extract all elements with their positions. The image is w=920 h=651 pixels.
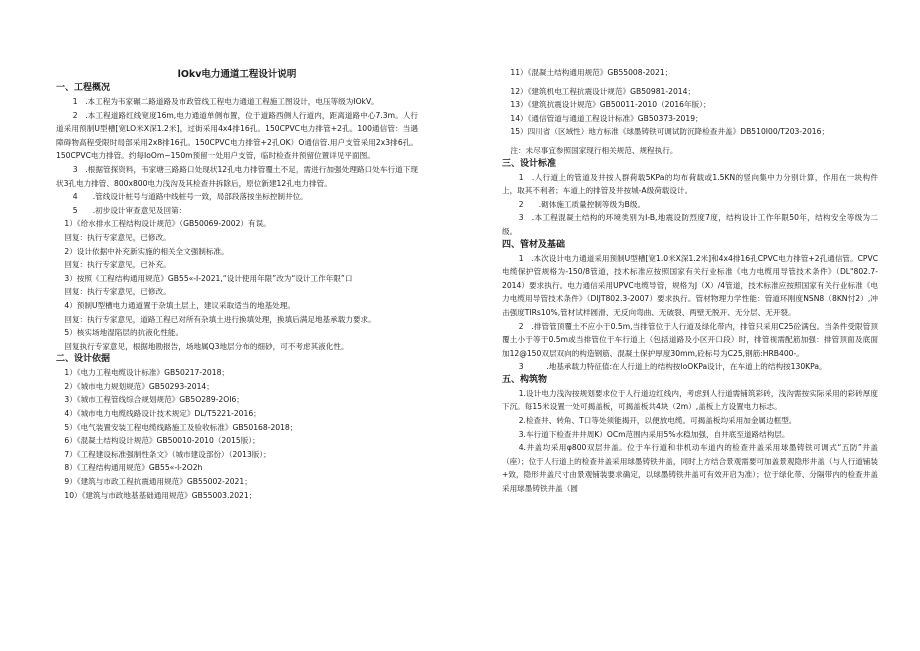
basis-item: 8）《工程结构通用规范》GB55«-l-2O2h: [64, 463, 203, 473]
basis-item: 3）《城市工程管线综合规划规范》GB5O289-2OI6；: [64, 395, 244, 405]
review-reply: 回复：执行专家意见，已修改。: [64, 287, 171, 297]
basis-item: 13）《建筑抗震设计规范》GB50011-2010（2016年版）；: [510, 100, 711, 110]
paragraph: 4 .管线设计桩号与道路中线桩号一致，局部段落按坐标控制井位。: [72, 192, 308, 202]
basis-item: 14）《通信管道与通道工程设计标准》GB50373-2019；: [510, 113, 703, 123]
basis-item: 5）《电气装置安装工程电缆线路施工及验收标准》GB50168-2018；: [64, 422, 298, 432]
basis-item: 11）《混凝土结构通用规范》GB55008-2021；: [510, 68, 673, 77]
section-heading-basis: 二、设计依据: [56, 354, 111, 365]
paragraph: 2.检查井、转角、T口等处须能揭开，以便放电缆。可揭盖板均采用加金属边框型。: [518, 416, 797, 426]
paragraph: 2 .本工程道路红线宽度16m,电力通道单侧布置，位于道路西侧人行道内，距离道路中心7.3m。人行道采用预制U型槽[宽LO米X深1.2米]，过街采用4x4排16孔。150CPVC电力排管+2孔。100通信管：当遇障碍物高程受限时局部采用2x8排16孔。150CPVC电力排管+2孔OK）O通信管.用户支管采用2x3排6孔。150CPVC电力排管。约每IoOm~150m预留一处用户支管，临时检查井预留位置详见平面图。: [56, 110, 418, 161]
paragraph: 1 .本工程为韦家碾二路道路及市政管线工程电力通道工程施工图设计，电压等级为IOkV。: [72, 97, 379, 106]
paragraph: 5 .初步设计审查意见及回第：: [72, 205, 187, 215]
review-item: 5）核实场地湿陷层的抗液化性能。: [64, 328, 184, 338]
right-column: [502, 66, 878, 496]
paragraph: 2 .砌体施工质量控制等级为B级。: [518, 199, 646, 209]
document-title: lOkv电力通道工程设计说明: [177, 69, 297, 80]
basis-item: 10）《建筑与市政地基基础通用规范》GB55003.2021；: [64, 490, 257, 500]
basis-item: 15）四川省（区域性）地方标准《球墨铸铁可调试防沉降检查井盖》DB510I00/T203-2016；: [510, 127, 830, 137]
paragraph: 3 .地基承载力特征值:在人行道上的结构按IoOKPa设计，在车道上的结构按130KPa。: [518, 362, 827, 372]
paragraph: 1.设计电力浅沟按规划要求位于人行道边红线内，考虑到人行道需铺筑彩砖，浅沟需按实际采用的彩砖厚度下沉。每15米设置一处可揭盖板，可揭盖板共4块（2m）,盖板上方设置电力标志。: [502, 388, 878, 412]
review-reply: 回复执行专家意见，根据地勘报告，场地属Q3地层分布的细砂，可不考虑其液化性。: [64, 341, 349, 351]
left-column: [56, 0, 418, 502]
section-heading-materials: 四、管材及基础: [502, 239, 566, 250]
basis-item: 6）《混凝土结构设计规范》GB50010-2010（2015版）；: [64, 436, 260, 446]
basis-item: 7）《工程建设标准强制性条文》（城市建设部份）（2013版）；: [64, 449, 271, 459]
paragraph: 1 .本次设计电力通道采用预制U型槽[宽1.0米X深1.2米]和4x4排16孔CPVC电力排管+2孔通信管。CPVC电缆保护管规格为-150/8管道，技术标准应按照国家有关行业标准《电力电缆用导管技术条件》（DL"802.7-2014）要求执行。电力通信采用UPVC电缆导管，规格为J（X）/4管道，技术标准应按照国家有关行业标准《电力电缆用导管技术条件》（DIJT802.3-2007）要求执行。管材物理力学性能：管道环刚度NSN8（8KN忖2）,冲击强度TIRs10%,管材试样圆滑、无反向弯曲、无破裂、两壁无脱开、无分层、无开裂。: [502, 253, 878, 317]
basis-item: 2）《城市电力规划规范》GB50293-2014；: [64, 381, 214, 391]
section-heading-standards: 三、设计标准: [502, 158, 557, 169]
paragraph: 3 .根据管探资料，韦家塘三路路口处现状12孔电力排管覆土不足，需进行加强处理路口处车行道下现状3孔电力排管、800x800电力浅沟及其检查井拆除后，原位新建12孔电力排管。: [56, 164, 418, 188]
review-reply: 回复：执行专家意见，道路工程已对所有杂填土进行换填处理，换填后满足地基承载力要求。: [64, 314, 376, 324]
review-item: 1）《给水排水工程结构设计规范》（GB50069-2002）有误。: [64, 219, 271, 229]
basis-item: 4）《城市电力电缆线路设计技术规定》DL/T5221-2016；: [64, 409, 261, 419]
paragraph: 3 .本工程混凝土结构的环境类别为I-B,地震设防烈度7度，结构设计工作年限50年，结构安全等级为二级。: [502, 213, 878, 236]
review-reply: 回复：执行专家意见，已修改。: [64, 232, 171, 242]
basis-item: 1）《电力工程电缆设计标准》GB50217-2018；: [64, 368, 230, 378]
note: 注：未尽事宜参照国家现行相关规范、规程执行。: [510, 145, 678, 155]
basis-item: 9）《建筑与市政工程抗震通用规范》GB55002-2021；: [64, 477, 252, 487]
review-item: 2）设计依据中补充新实施的相关全文强制标准。: [64, 246, 229, 256]
section-heading-structures: 五、构筑物: [502, 374, 548, 385]
paragraph: 4.井盖均采用φ800双层井盖。位于车行道和非机动车道内的检查井盖采用球墨铸铁可调式“五防”井盖（座）；位于人行道上的检查井盖采用球墨铸铁井盖，同时上方结合景观需要可加盖景观隐形井盖（与人行道铺装+致，隐形井盖尺寸由景观铺装要求确定，以球墨铸铁井盖可有效开启为准）；位于绿化带、分隔带内的检查井盖采用球墨铸铁井盖（圆: [502, 443, 878, 494]
section-heading-overview: 一、工程概况: [56, 83, 111, 93]
basis-item: 12）《建筑机电工程抗震设计规范》GB50981-2014；: [510, 86, 696, 96]
paragraph: 1 .人行道上的管道及井按人群荷载5KPa的均布荷载或1.5KN的竖向集中力分别计算，作用在一块构件上，取其不利者；车道上的排管及井按城-A级荷载设计。: [502, 172, 878, 196]
paragraph: 3.车行道下检查井井周K）OCm范围内采用5%水稳加强，自井底至道路结构层。: [518, 429, 790, 439]
review-item: 4）预制U型槽电力通道置于杂填土层上，建议采取适当的地基处理。: [64, 300, 295, 310]
review-reply: 回复：执行专家意见，已补充。: [64, 260, 171, 270]
review-item: 3）按照《工程结构通用规范》GB55«-I-2021,“设计使用年限”改为“设计工作年限”口: [64, 273, 353, 283]
paragraph: 2 .排管管顶覆土不应小于0.5m,当排管位于人行道及绿化带内，排管只采用C25砼满包。当条件受限管顶覆土小于等于0.5m或当排管位于车行道上（包括道路及小区开口段）时，排管视需配筋加强：排管顶面及底面加12@150双层双向的构造钢筋、混凝土保护厚度30mm,砼标号为C25,钢筋:HRB400-。: [502, 321, 878, 358]
